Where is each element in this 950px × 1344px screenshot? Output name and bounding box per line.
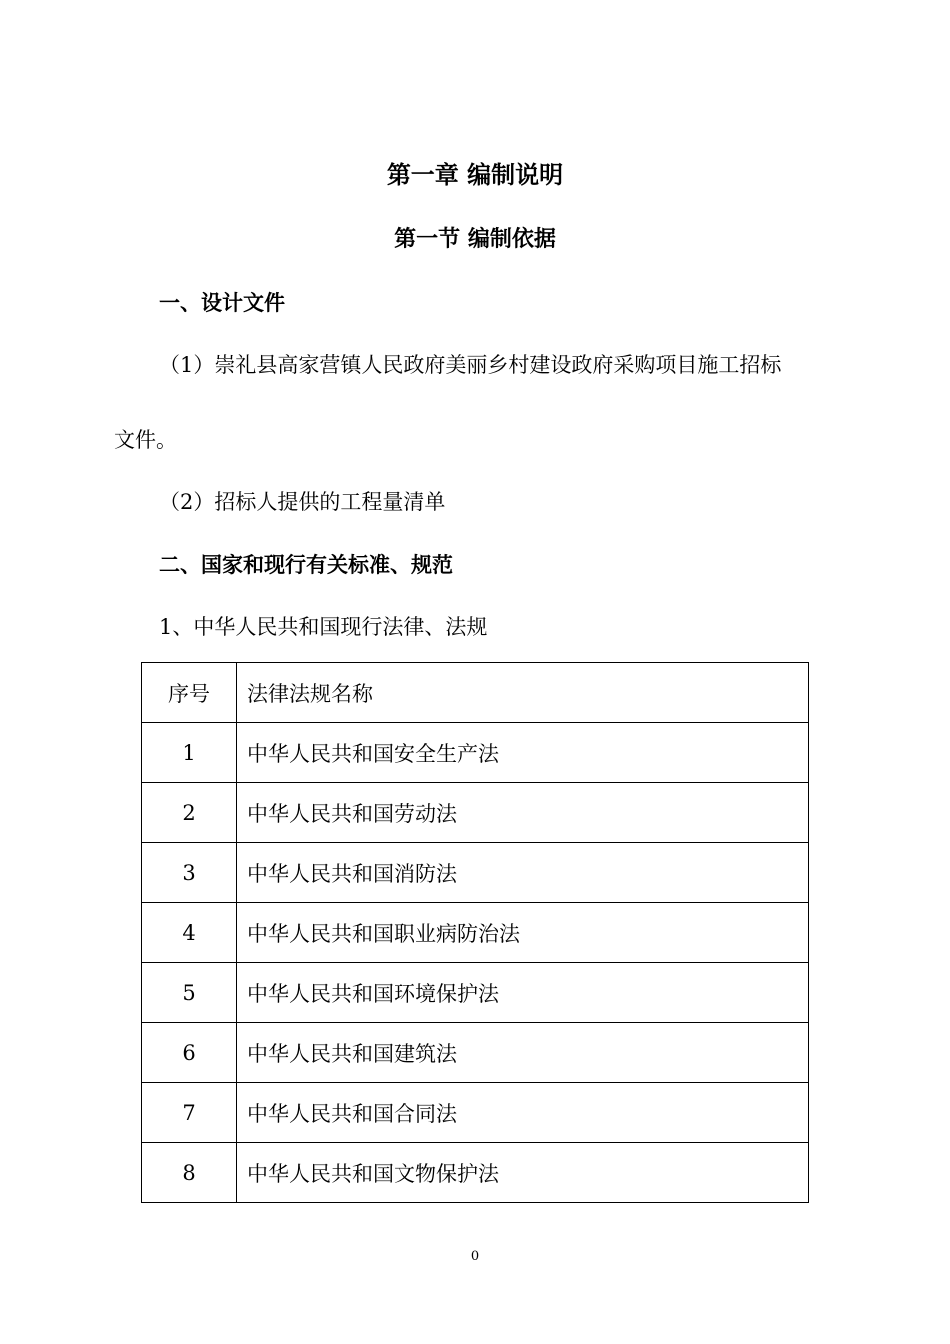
chapter-title: 第一章 编制说明 xyxy=(386,161,564,189)
row-name: 中华人民共和国劳动法 xyxy=(237,783,809,843)
item-1-line-2: 文件。 xyxy=(114,428,177,452)
row-no: 2 xyxy=(142,783,237,843)
table-row xyxy=(142,843,809,903)
item-1-line-1: （1）崇礼县高家营镇人民政府美丽乡村建设政府采购项目施工招标 xyxy=(159,353,782,377)
row-name: 中华人民共和国合同法 xyxy=(237,1083,809,1143)
section-title: 第一节 编制依据 xyxy=(394,227,556,252)
table-row xyxy=(142,903,809,963)
subheading-laws: 1、中华人民共和国现行法律、法规 xyxy=(159,615,488,639)
table-row xyxy=(142,1023,809,1083)
table-row xyxy=(142,1083,809,1143)
item-2: （2）招标人提供的工程量清单 xyxy=(159,490,446,514)
row-name: 中华人民共和国安全生产法 xyxy=(237,723,809,783)
row-no: 3 xyxy=(142,843,237,903)
heading-standards: 二、国家和现行有关标准、规范 xyxy=(159,553,453,577)
page-number: 0 xyxy=(470,1249,480,1264)
row-name: 中华人民共和国建筑法 xyxy=(237,1023,809,1083)
row-no: 8 xyxy=(142,1143,237,1203)
table-row xyxy=(142,963,809,1023)
row-no: 7 xyxy=(142,1083,237,1143)
row-name: 中华人民共和国文物保护法 xyxy=(237,1143,809,1203)
table-row xyxy=(142,783,809,843)
row-no: 1 xyxy=(142,723,237,783)
row-no: 5 xyxy=(142,963,237,1023)
row-name: 中华人民共和国职业病防治法 xyxy=(237,903,809,963)
table-row xyxy=(142,1143,809,1203)
table-header-row xyxy=(142,663,809,723)
law-table xyxy=(141,662,809,1203)
row-name: 中华人民共和国环境保护法 xyxy=(237,963,809,1023)
table-row xyxy=(142,723,809,783)
header-name: 法律法规名称 xyxy=(237,663,809,723)
row-no: 4 xyxy=(142,903,237,963)
row-name: 中华人民共和国消防法 xyxy=(237,843,809,903)
heading-design-documents: 一、设计文件 xyxy=(159,291,285,315)
row-no: 6 xyxy=(142,1023,237,1083)
header-no: 序号 xyxy=(142,663,237,723)
